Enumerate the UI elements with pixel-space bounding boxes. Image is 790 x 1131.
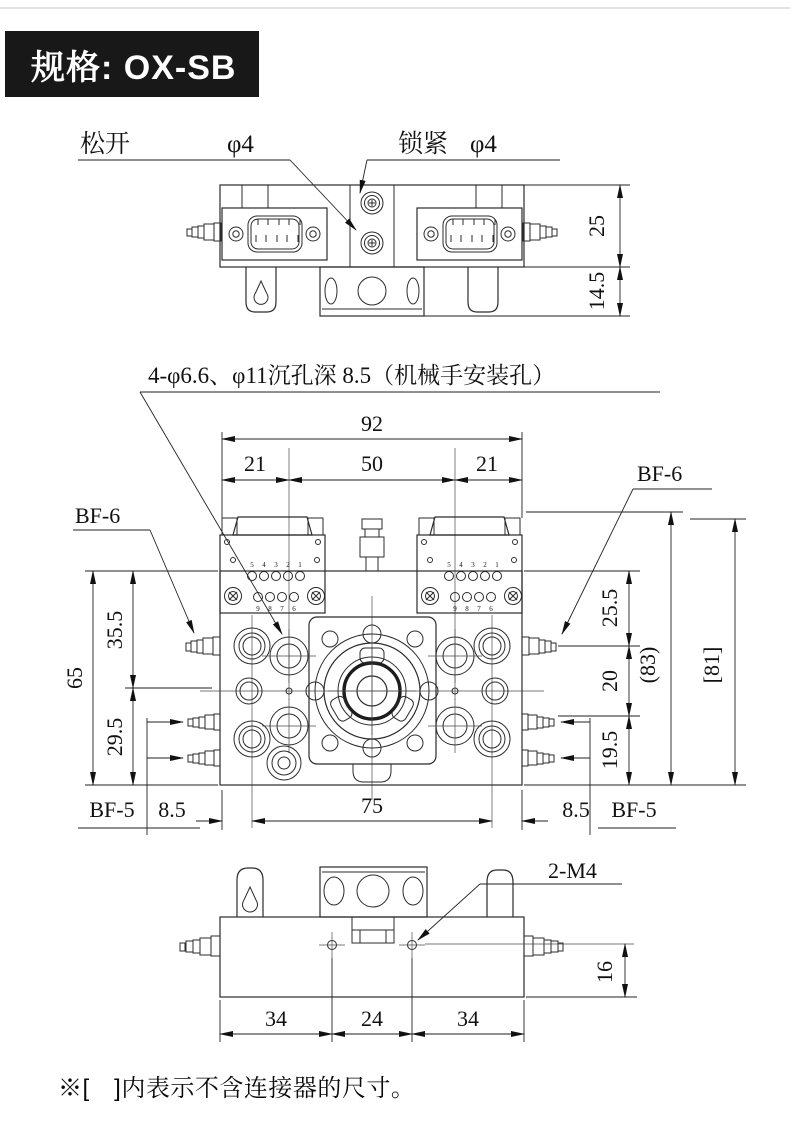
bf6-fitting-right — [522, 637, 556, 655]
top-view-barb-left — [187, 223, 221, 241]
pin-num: 8 — [465, 605, 469, 613]
label-bf5-right: BF-5 — [611, 797, 657, 822]
dim-75: 75 — [361, 793, 383, 818]
pin-num: 6 — [292, 605, 296, 613]
connector-screw — [422, 588, 439, 605]
pin-row-bottom-left — [254, 593, 299, 614]
top-view-tab-right — [468, 267, 498, 312]
bf6-fitting-left — [186, 637, 220, 655]
pin-num: 7 — [477, 605, 481, 613]
dim-21-right: 21 — [476, 451, 498, 476]
top-view-body — [220, 185, 524, 267]
front-view-body — [220, 571, 522, 785]
port-cluster-right — [428, 628, 510, 757]
top-view-protrusion — [320, 267, 424, 316]
label-lock: 锁紧 — [398, 131, 449, 158]
front-view-left-dimensions — [62, 571, 218, 785]
connector-screw — [505, 588, 522, 605]
caption-counterbore: 4-φ6.6、φ11沉孔深 8.5（机械手安装孔） — [148, 363, 556, 388]
pin-num: 2 — [483, 561, 487, 569]
bottom-view-barb-left — [180, 936, 220, 956]
bottom-view-pin-right — [487, 870, 513, 917]
dim-19-5: 19.5 — [597, 730, 622, 770]
dsub-pins-right — [451, 219, 495, 242]
bottom-view-body — [220, 917, 524, 997]
dsub-pins-left — [256, 219, 300, 242]
front-connector-left — [220, 517, 325, 613]
connector-screw — [225, 588, 242, 605]
bf5-fitting-right-upper — [522, 714, 554, 730]
bf6-left-text: BF-6 — [75, 503, 121, 528]
front-view-right-dimensions — [524, 512, 746, 785]
pin-num: 3 — [471, 561, 475, 569]
dim-16: 16 — [592, 961, 617, 983]
footnote-text: ※[ ]内表示不含连接器的尺寸。 — [58, 1075, 416, 1102]
bf6-label-right — [562, 461, 712, 634]
front-connector-right — [417, 517, 522, 613]
dim-81: [81] — [699, 646, 724, 684]
connector-screw — [308, 588, 325, 605]
front-view — [62, 363, 746, 835]
top-view-dimensions — [424, 185, 630, 316]
label-loosen-dia: φ4 — [227, 131, 254, 158]
lock-screw — [361, 192, 383, 214]
m4-hole-left — [319, 932, 345, 958]
dim-92: 92 — [361, 411, 383, 436]
pin-num: 3 — [274, 561, 278, 569]
pin-num: 9 — [453, 605, 457, 613]
bf6-right-text: BF-6 — [637, 461, 683, 486]
loosen-screw — [361, 232, 383, 254]
top-view — [78, 130, 630, 316]
dim-24: 24 — [361, 1006, 383, 1031]
dim-20: 20 — [597, 670, 622, 692]
pin-num: 4 — [459, 561, 463, 569]
pin-num: 4 — [262, 561, 266, 569]
bf5-fitting-right-lower — [522, 750, 554, 766]
bottom-view-center-block — [320, 867, 427, 917]
bf5-fitting-left-lower — [188, 750, 220, 766]
dim-50: 50 — [361, 451, 383, 476]
bottom-view-clamp-left — [237, 868, 263, 917]
pin-num: 6 — [489, 605, 493, 613]
top-view-barb-right — [523, 223, 557, 241]
pin-num: 1 — [298, 561, 302, 569]
front-view-bottom-dimensions — [78, 790, 676, 830]
label-2m4: 2-M4 — [548, 858, 597, 883]
bottom-view-fitting-side — [352, 917, 394, 943]
label-loosen: 松开 — [80, 131, 131, 158]
pin-num: 9 — [256, 605, 260, 613]
dim-35-5: 35.5 — [102, 610, 127, 650]
dim-83: (83) — [635, 646, 660, 684]
pin-num: 5 — [447, 561, 451, 569]
pin-num: 1 — [495, 561, 499, 569]
pin-num: 2 — [286, 561, 290, 569]
dim-25-5: 25.5 — [597, 588, 622, 628]
dim-65: 65 — [62, 667, 87, 689]
label-lock-dia: φ4 — [470, 131, 497, 158]
pin-row-bottom-right — [451, 593, 496, 614]
dim-21-left: 21 — [244, 451, 266, 476]
dim-8-5-right: 8.5 — [562, 797, 590, 822]
bottom-view-barb-right — [524, 936, 563, 956]
tube-fitting — [360, 519, 384, 571]
pin-num: 8 — [268, 605, 272, 613]
bottom-view — [180, 858, 637, 1042]
pin-num: 5 — [250, 561, 254, 569]
dim-25: 25 — [584, 215, 609, 237]
bf5-fitting-left-upper — [188, 714, 220, 730]
bf6-label-left — [73, 503, 194, 633]
dim-14-5: 14.5 — [584, 271, 609, 311]
m4-hole-right — [399, 932, 425, 958]
top-view-tab-left — [246, 267, 276, 312]
spec-title: 规格: OX-SB — [31, 48, 237, 87]
pin-num: 7 — [280, 605, 284, 613]
dim-34-right: 34 — [457, 1006, 479, 1031]
dim-8-5-left: 8.5 — [158, 797, 186, 822]
thread-label — [418, 858, 622, 940]
depth-dimension — [425, 944, 637, 997]
top-view-connector-right — [417, 208, 522, 260]
top-view-connector-left — [222, 208, 327, 260]
label-bf5-left: BF-5 — [89, 797, 135, 822]
bottom-view-dimensions — [220, 958, 524, 1042]
port-cluster-left — [234, 628, 316, 780]
dim-34-left: 34 — [265, 1006, 287, 1031]
footnote — [58, 1068, 618, 1103]
dim-29-5: 29.5 — [102, 717, 127, 757]
top-view-labels — [78, 130, 560, 230]
